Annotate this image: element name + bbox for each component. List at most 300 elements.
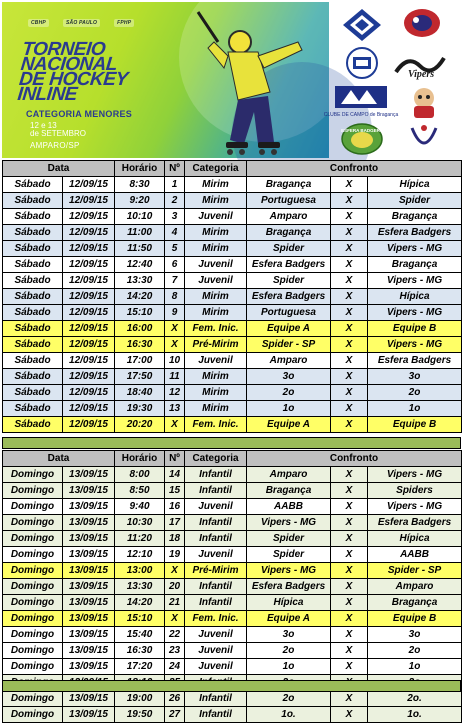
- table-separator: [2, 437, 461, 449]
- away-team: 1o: [368, 659, 462, 675]
- club-logo-vipers: [397, 48, 443, 82]
- versus-mark: X: [331, 369, 368, 385]
- versus-mark: X: [331, 611, 368, 627]
- table-row: [3, 193, 462, 209]
- away-team: Vipers - MG: [368, 305, 462, 321]
- match-category: Infantil: [185, 467, 247, 483]
- home-team: Amparo: [247, 209, 331, 225]
- match-category: Pré-Mirim: [185, 563, 247, 579]
- away-team: Spider: [368, 193, 462, 209]
- table-row: [3, 225, 462, 241]
- match-time: 9:20: [115, 193, 165, 209]
- versus-mark: X: [331, 209, 368, 225]
- match-time: 20:20: [115, 417, 165, 433]
- match-category: Juvenil: [185, 627, 247, 643]
- table-row: [3, 691, 462, 707]
- poster-title-line: NACIONAL: [19, 54, 119, 75]
- versus-mark: X: [331, 177, 368, 193]
- match-category: Mirim: [185, 369, 247, 385]
- match-number: 22: [165, 627, 185, 643]
- home-team: Vipers - MG: [247, 515, 331, 531]
- match-category: Infantil: [185, 595, 247, 611]
- table-row: [3, 369, 462, 385]
- match-category: Infantil: [185, 707, 247, 723]
- versus-mark: X: [331, 595, 368, 611]
- clube-de-campo-logo-text: CLUBE DE CAMPO de Bragança: [323, 112, 399, 118]
- home-team: Vipers - MG: [247, 563, 331, 579]
- match-number: 21: [165, 595, 185, 611]
- table-row: [3, 627, 462, 643]
- match-category: Juvenil: [185, 643, 247, 659]
- versus-mark: X: [331, 273, 368, 289]
- home-team: 1o.: [247, 707, 331, 723]
- table-row: [3, 305, 462, 321]
- home-team: Spider: [247, 531, 331, 547]
- match-day: Sábado: [3, 385, 63, 401]
- match-day: Domingo: [3, 531, 63, 547]
- match-category: Fem. Inic.: [185, 611, 247, 627]
- match-time: 14:20: [115, 289, 165, 305]
- match-date: 13/09/15: [63, 691, 115, 707]
- match-category: Fem. Inic.: [185, 417, 247, 433]
- poster-date-line: de SETEMBRO: [30, 129, 87, 138]
- poster-date-line: 12 e 13: [30, 121, 57, 130]
- away-team: Equipe B: [368, 417, 462, 433]
- match-number: X: [165, 337, 185, 353]
- match-date: 12/09/15: [63, 417, 115, 433]
- match-time: 8:00: [115, 467, 165, 483]
- match-day: Domingo: [3, 563, 63, 579]
- match-date: 12/09/15: [63, 353, 115, 369]
- home-team: Portuguesa: [247, 193, 331, 209]
- match-day: Sábado: [3, 241, 63, 257]
- away-team: Spiders: [368, 483, 462, 499]
- match-time: 17:50: [115, 369, 165, 385]
- match-number: 8: [165, 289, 185, 305]
- away-team: Hípica: [368, 177, 462, 193]
- home-team: 1o: [247, 401, 331, 417]
- match-time: 12:10: [115, 547, 165, 563]
- match-day: Domingo: [3, 627, 63, 643]
- club-logo-cbhp: [339, 8, 385, 42]
- match-day: Sábado: [3, 337, 63, 353]
- match-time: 15:10: [115, 305, 165, 321]
- match-date: 12/09/15: [63, 385, 115, 401]
- column-header-matchup: Confronto: [247, 451, 462, 467]
- away-team: Spider - SP: [368, 563, 462, 579]
- match-number: 2: [165, 193, 185, 209]
- home-team: Esfera Badgers: [247, 579, 331, 595]
- match-category: Juvenil: [185, 209, 247, 225]
- match-time: 13:30: [115, 273, 165, 289]
- away-team: Vipers - MG: [368, 337, 462, 353]
- column-header-time: Horário: [115, 161, 165, 177]
- column-header-date: Data: [3, 161, 115, 177]
- match-date: 12/09/15: [63, 193, 115, 209]
- home-team: Portuguesa: [247, 305, 331, 321]
- match-date: 13/09/15: [63, 547, 115, 563]
- match-day: Sábado: [3, 209, 63, 225]
- match-time: 8:50: [115, 483, 165, 499]
- match-day: Domingo: [3, 483, 63, 499]
- match-number: X: [165, 321, 185, 337]
- match-category: Juvenil: [185, 257, 247, 273]
- match-day: Sábado: [3, 321, 63, 337]
- match-date: 12/09/15: [63, 305, 115, 321]
- match-day: Sábado: [3, 369, 63, 385]
- saturday-schedule-table: [2, 160, 462, 433]
- match-day: Domingo: [3, 515, 63, 531]
- poster-title-line: TORNEIO: [21, 39, 107, 60]
- table-row: [3, 547, 462, 563]
- versus-mark: X: [331, 289, 368, 305]
- match-number: 16: [165, 499, 185, 515]
- match-date: 13/09/15: [63, 707, 115, 723]
- match-day: Sábado: [3, 273, 63, 289]
- table-row: [3, 257, 462, 273]
- match-number: 1: [165, 177, 185, 193]
- match-day: Sábado: [3, 305, 63, 321]
- match-date: 13/09/15: [63, 483, 115, 499]
- match-number: 11: [165, 369, 185, 385]
- match-date: 13/09/15: [63, 531, 115, 547]
- match-time: 19:50: [115, 707, 165, 723]
- club-logo-clube-de-campo: [323, 86, 399, 120]
- table-row: [3, 209, 462, 225]
- match-date: 12/09/15: [63, 209, 115, 225]
- table-row: [3, 321, 462, 337]
- match-category: Infantil: [185, 691, 247, 707]
- sponsor-logos: [28, 19, 134, 27]
- home-team: Esfera Badgers: [247, 289, 331, 305]
- column-header-category: Categoria: [185, 161, 247, 177]
- match-number: 6: [165, 257, 185, 273]
- vipers-logo-text: Vipers: [408, 69, 435, 80]
- versus-mark: X: [331, 417, 368, 433]
- home-team: Equipe A: [247, 321, 331, 337]
- table-row: [3, 563, 462, 579]
- table-row: [3, 483, 462, 499]
- club-logo-aabb: [339, 46, 385, 80]
- sponsor-logo: SÃO PAULO: [63, 19, 100, 27]
- away-team: Vipers - MG: [368, 499, 462, 515]
- match-time: 16:30: [115, 337, 165, 353]
- match-time: 13:30: [115, 579, 165, 595]
- sponsor-logo: FPHP: [114, 19, 134, 27]
- away-team: 1o.: [368, 707, 462, 723]
- poster-category: CATEGORIA MENORES: [26, 109, 133, 119]
- match-time: 15:10: [115, 611, 165, 627]
- table-row: [3, 707, 462, 723]
- match-day: Domingo: [3, 467, 63, 483]
- home-team: Hípica: [247, 595, 331, 611]
- table-row: [3, 177, 462, 193]
- match-number: 18: [165, 531, 185, 547]
- column-header-time: Horário: [115, 451, 165, 467]
- club-logos: [323, 2, 461, 158]
- match-day: Domingo: [3, 611, 63, 627]
- match-day: Domingo: [3, 499, 63, 515]
- match-time: 9:40: [115, 499, 165, 515]
- home-team: Equipe A: [247, 611, 331, 627]
- match-day: Sábado: [3, 177, 63, 193]
- away-team: 3o: [368, 627, 462, 643]
- match-category: Mirim: [185, 193, 247, 209]
- versus-mark: X: [331, 321, 368, 337]
- versus-mark: X: [331, 401, 368, 417]
- match-time: 18:40: [115, 385, 165, 401]
- match-number: 3: [165, 209, 185, 225]
- match-day: Sábado: [3, 289, 63, 305]
- table-row: [3, 643, 462, 659]
- away-team: Equipe B: [368, 321, 462, 337]
- table-row: [3, 467, 462, 483]
- match-time: 8:30: [115, 177, 165, 193]
- versus-mark: X: [331, 627, 368, 643]
- away-team: 2o.: [368, 691, 462, 707]
- match-day: Domingo: [3, 707, 63, 723]
- versus-mark: X: [331, 547, 368, 563]
- match-date: 13/09/15: [63, 563, 115, 579]
- match-date: 12/09/15: [63, 337, 115, 353]
- table-row: [3, 401, 462, 417]
- match-number: 15: [165, 483, 185, 499]
- match-time: 11:00: [115, 225, 165, 241]
- match-time: 13:00: [115, 563, 165, 579]
- versus-mark: X: [331, 337, 368, 353]
- away-team: Bragança: [368, 257, 462, 273]
- match-time: 15:40: [115, 627, 165, 643]
- table-row: [3, 579, 462, 595]
- versus-mark: X: [331, 305, 368, 321]
- home-team: 3o: [247, 369, 331, 385]
- table-row: [3, 289, 462, 305]
- versus-mark: X: [331, 241, 368, 257]
- match-number: 27: [165, 707, 185, 723]
- match-date: 12/09/15: [63, 257, 115, 273]
- match-category: Mirim: [185, 177, 247, 193]
- home-team: Amparo: [247, 353, 331, 369]
- versus-mark: X: [331, 563, 368, 579]
- versus-mark: X: [331, 691, 368, 707]
- esfera-badgers-logo-text: ESFERA BADGERS: [341, 128, 383, 133]
- poster-place: AMPARO/SP: [30, 141, 80, 150]
- away-team: 2o: [368, 385, 462, 401]
- away-team: AABB: [368, 547, 462, 563]
- match-category: Infantil: [185, 579, 247, 595]
- match-time: 10:10: [115, 209, 165, 225]
- away-team: Vipers - MG: [368, 467, 462, 483]
- match-date: 13/09/15: [63, 595, 115, 611]
- match-category: Mirim: [185, 241, 247, 257]
- match-time: 11:50: [115, 241, 165, 257]
- versus-mark: X: [331, 385, 368, 401]
- home-team: Amparo: [247, 467, 331, 483]
- match-day: Domingo: [3, 595, 63, 611]
- table-row: [3, 499, 462, 515]
- match-number: X: [165, 417, 185, 433]
- poster-title-line: INLINE: [16, 84, 79, 105]
- match-date: 12/09/15: [63, 321, 115, 337]
- match-date: 12/09/15: [63, 289, 115, 305]
- home-team: Spider: [247, 241, 331, 257]
- versus-mark: X: [331, 353, 368, 369]
- away-team: Vipers - MG: [368, 241, 462, 257]
- match-date: 13/09/15: [63, 467, 115, 483]
- column-header-matchup: Confronto: [247, 161, 462, 177]
- match-number: 24: [165, 659, 185, 675]
- away-team: Esfera Badgers: [368, 225, 462, 241]
- away-team: Bragança: [368, 209, 462, 225]
- match-category: Mirim: [185, 305, 247, 321]
- match-category: Juvenil: [185, 659, 247, 675]
- match-day: Domingo: [3, 579, 63, 595]
- match-number: 10: [165, 353, 185, 369]
- home-team: Equipe A: [247, 417, 331, 433]
- versus-mark: X: [331, 467, 368, 483]
- home-team: Spider - SP: [247, 337, 331, 353]
- match-date: 13/09/15: [63, 611, 115, 627]
- match-date: 13/09/15: [63, 659, 115, 675]
- match-category: Pré-Mirim: [185, 337, 247, 353]
- match-day: Sábado: [3, 353, 63, 369]
- match-number: 23: [165, 643, 185, 659]
- match-category: Mirim: [185, 385, 247, 401]
- match-number: X: [165, 611, 185, 627]
- away-team: Equipe B: [368, 611, 462, 627]
- club-logo-spiders: [399, 6, 445, 40]
- match-number: 9: [165, 305, 185, 321]
- table-row: [3, 659, 462, 675]
- versus-mark: X: [331, 579, 368, 595]
- home-team: Bragança: [247, 177, 331, 193]
- away-team: Bragança: [368, 595, 462, 611]
- match-date: 13/09/15: [63, 579, 115, 595]
- match-day: Sábado: [3, 401, 63, 417]
- match-number: 19: [165, 547, 185, 563]
- table-footer-bar: [2, 680, 461, 692]
- match-time: 16:30: [115, 643, 165, 659]
- match-day: Domingo: [3, 643, 63, 659]
- match-category: Mirim: [185, 401, 247, 417]
- home-team: 2o: [247, 691, 331, 707]
- home-team: Spider: [247, 547, 331, 563]
- match-category: Infantil: [185, 515, 247, 531]
- match-day: Sábado: [3, 417, 63, 433]
- versus-mark: X: [331, 707, 368, 723]
- table-row: [3, 417, 462, 433]
- versus-mark: X: [331, 643, 368, 659]
- match-date: 12/09/15: [63, 273, 115, 289]
- table-row: [3, 515, 462, 531]
- club-logo-hipica: [401, 122, 447, 156]
- match-number: 5: [165, 241, 185, 257]
- column-header-number: Nº: [165, 451, 185, 467]
- match-category: Juvenil: [185, 273, 247, 289]
- sponsor-logo: CBHP: [28, 19, 49, 27]
- match-date: 12/09/15: [63, 369, 115, 385]
- column-header-date: Data: [3, 451, 115, 467]
- match-day: Domingo: [3, 547, 63, 563]
- match-time: 12:40: [115, 257, 165, 273]
- table-row: [3, 595, 462, 611]
- match-time: 11:20: [115, 531, 165, 547]
- away-team: Vipers - MG: [368, 273, 462, 289]
- match-date: 13/09/15: [63, 643, 115, 659]
- match-category: Juvenil: [185, 499, 247, 515]
- table-row: [3, 273, 462, 289]
- match-time: 14:20: [115, 595, 165, 611]
- versus-mark: X: [331, 531, 368, 547]
- away-team: 1o: [368, 401, 462, 417]
- home-team: 2o: [247, 385, 331, 401]
- versus-mark: X: [331, 225, 368, 241]
- versus-mark: X: [331, 515, 368, 531]
- match-category: Fem. Inic.: [185, 321, 247, 337]
- table-row: [3, 353, 462, 369]
- column-header-category: Categoria: [185, 451, 247, 467]
- match-date: 13/09/15: [63, 499, 115, 515]
- match-number: 17: [165, 515, 185, 531]
- versus-mark: X: [331, 659, 368, 675]
- match-date: 12/09/15: [63, 401, 115, 417]
- versus-mark: X: [331, 257, 368, 273]
- match-day: Domingo: [3, 691, 63, 707]
- match-time: 17:20: [115, 659, 165, 675]
- match-time: 10:30: [115, 515, 165, 531]
- match-category: Mirim: [185, 225, 247, 241]
- match-time: 19:30: [115, 401, 165, 417]
- poster-title-line: DE HOCKEY: [18, 69, 129, 90]
- home-team: Esfera Badgers: [247, 257, 331, 273]
- away-team: Hípica: [368, 289, 462, 305]
- table-header-row: [3, 161, 462, 177]
- home-team: 3o: [247, 627, 331, 643]
- club-logo-esfera-badgers: [339, 122, 385, 156]
- match-day: Sábado: [3, 257, 63, 273]
- table-header-row: [3, 451, 462, 467]
- match-number: 4: [165, 225, 185, 241]
- match-number: X: [165, 563, 185, 579]
- match-number: 7: [165, 273, 185, 289]
- match-day: Domingo: [3, 659, 63, 675]
- match-date: 13/09/15: [63, 627, 115, 643]
- home-team: AABB: [247, 499, 331, 515]
- home-team: Bragança: [247, 225, 331, 241]
- home-team: Spider: [247, 273, 331, 289]
- match-category: Infantil: [185, 483, 247, 499]
- match-time: 16:00: [115, 321, 165, 337]
- versus-mark: X: [331, 499, 368, 515]
- away-team: 3o: [368, 369, 462, 385]
- club-logo-amparo: [401, 86, 447, 120]
- away-team: Hípica: [368, 531, 462, 547]
- match-time: 17:00: [115, 353, 165, 369]
- match-date: 12/09/15: [63, 225, 115, 241]
- match-number: 14: [165, 467, 185, 483]
- poster-date: [30, 122, 110, 138]
- table-row: [3, 531, 462, 547]
- event-banner: [0, 0, 463, 160]
- match-category: Juvenil: [185, 353, 247, 369]
- match-time: 19:00: [115, 691, 165, 707]
- match-number: 12: [165, 385, 185, 401]
- match-number: 20: [165, 579, 185, 595]
- away-team: Esfera Badgers: [368, 353, 462, 369]
- hockey-player-illustration: [178, 12, 318, 160]
- match-number: 13: [165, 401, 185, 417]
- match-category: Mirim: [185, 289, 247, 305]
